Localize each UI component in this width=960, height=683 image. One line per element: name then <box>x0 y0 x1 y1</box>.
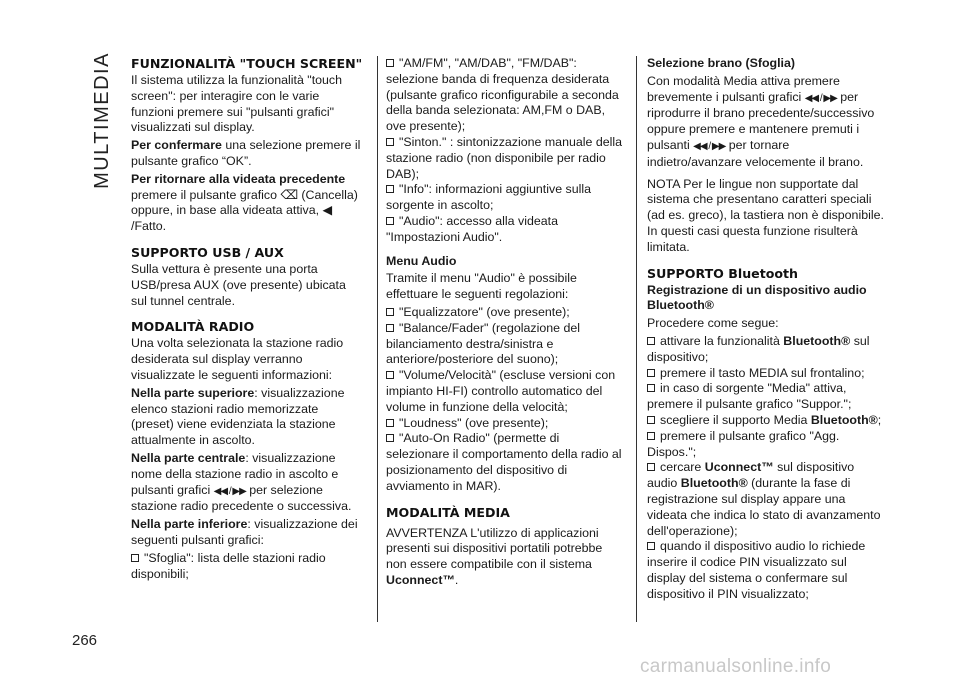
text-media-warning: AVVERTENZA L'utilizzo di applicazioni presenti sui dispositivi portatili potrebbe non essere compatibile con il sistema <box>386 525 603 572</box>
column-2 <box>386 56 622 591</box>
bullet-info-text: "Info": informazioni aggiuntive sulla sorgente in ascolto; <box>386 182 592 213</box>
paragraph-lower <box>131 517 364 549</box>
prev-next-icons: ◀◀ / ▶▶ <box>693 140 726 152</box>
text-b3: in caso di sorgente "Media" attiva, premere il pulsante grafico "Suppor."; <box>647 381 852 412</box>
text-b5: premere il pulsante grafico "Agg. Dispos."; <box>647 428 840 459</box>
label-track-selection: Selezione brano (Sfoglia) <box>647 56 796 70</box>
paragraph-note: NOTA Per le lingue non supportate dal sistema che presentano caratteri speciali (ad es. greco), la tastiera non è disponibile. In questi casi questa funzione risulterà limitata. <box>647 176 884 254</box>
bullet-suppor <box>647 381 887 413</box>
paragraph-radio-mode: Una volta selezionata la stazione radio desiderata sul display verranno visualizzate le seguenti informazioni: <box>131 336 344 382</box>
prev-next-icons: ◀◀ / ▶▶ <box>213 485 246 497</box>
label-upper: Nella parte superiore <box>131 385 255 400</box>
back-arrow-icon: ◀ <box>322 203 333 218</box>
brand-bluetooth: Bluetooth® <box>810 412 878 427</box>
bullet-band-text: "AM/FM", "AM/DAB", "FM/DAB": selezione banda di frequenza desiderata (pulsante grafico riconfigurabile a seconda della banda selezionata: AM,FM o DAB, ove presente); <box>386 56 619 134</box>
checkbox-bullet-icon <box>386 434 394 442</box>
brand-bluetooth: Bluetooth® <box>783 333 851 348</box>
text-sel-2: per riprodurre il brano precedente/successivo oppure premere e mantenere premuti i pulsanti <box>647 89 875 152</box>
heading-radio-mode: MODALITÀ RADIO <box>131 319 255 335</box>
text-b4b: ; <box>877 412 882 427</box>
bullet-sinton-text: "Sinton." : sintonizzazione manuale della stazione radio (non disponibile per radio DAB); <box>386 134 623 181</box>
bullet-bt-activate <box>647 334 887 366</box>
text-b1a: attivare la funzionalità <box>660 333 784 348</box>
watermark: carmanualsonline.info <box>640 656 832 677</box>
bullet-choose-media <box>647 413 887 429</box>
label-lower: Nella parte inferiore <box>131 517 248 532</box>
bullet-audio-text: "Audio": accesso alla videata "Impostazioni Audio". <box>386 213 558 244</box>
bullet-sinton <box>386 135 622 182</box>
paragraph-usb-aux: Sulla vettura è presente una porta USB/presa AUX (ove presente) ubicata sul tunnel centrale. <box>131 261 346 308</box>
bullet-balance <box>386 321 622 368</box>
bullet-search-uconnect <box>647 460 887 539</box>
bullet-auto-on-text: "Auto-On Radio" (permette di selezionare il comportamento della radio al posizionamento del dispositivo di avviamento in MAR). <box>386 431 622 493</box>
bullet-audio <box>386 214 622 246</box>
bullet-pin <box>647 539 887 602</box>
column-1 <box>131 56 364 582</box>
checkbox-bullet-icon <box>647 369 655 377</box>
text-b6a: cercare <box>660 460 705 475</box>
brand-bluetooth: Bluetooth® <box>680 476 748 491</box>
label-bt-registration: Registrazione di un dispositivo audio Bluetooth® <box>647 282 867 313</box>
checkbox-bullet-icon <box>386 371 394 379</box>
bullet-equalizer <box>386 305 622 321</box>
paragraph-back <box>131 188 364 235</box>
bullet-band <box>386 56 622 135</box>
paragraph-touch-screen: Il sistema utilizza la funzionalità "touch screen": per interagire con le varie funzioni premere sui "pulsanti grafici" visualizzati sul display. <box>131 73 343 135</box>
checkbox-bullet-icon <box>647 432 655 440</box>
text-back-2: (Cancella) oppure, in base alla videata attiva, <box>131 187 358 218</box>
brand-uconnect: Uconnect™ <box>386 572 455 587</box>
text-b2: premere il tasto MEDIA sul frontalino; <box>660 365 865 380</box>
column-divider-2 <box>636 56 637 622</box>
text-back-1: premere il pulsante grafico <box>131 187 281 202</box>
bullet-loudness-text: "Loudness" (ove presente); <box>399 415 549 430</box>
paragraph-media-warning <box>386 526 622 589</box>
prev-next-icons: ◀◀ / ▶▶ <box>804 92 837 104</box>
heading-media-mode: MODALITÀ MEDIA <box>386 504 510 520</box>
paragraph-track-selection <box>647 74 887 171</box>
text-lower: : visualizzazione dei seguenti pulsanti grafici: <box>131 517 358 547</box>
bullet-balance-text: "Balance/Fader" (regolazione del bilanciamento destra/sinistra e anteriore/posteriore del suono); <box>386 320 580 367</box>
text-b6b: sul dispositivo audio <box>647 460 855 491</box>
bullet-volume-text: "Volume/Velocità" (escluse versioni con impianto HI-FI) controllo automatico del volume in funzione della velocità; <box>386 368 616 414</box>
paragraph-upper <box>131 386 364 449</box>
section-side-label-text: MULTIMEDIA <box>90 51 113 189</box>
checkbox-bullet-icon <box>386 59 394 67</box>
checkbox-bullet-icon <box>386 324 394 332</box>
paragraph-confirm <box>131 138 364 170</box>
label-confirm: Per confermare <box>131 138 222 153</box>
text-sel-3: per tornare indietro/avanzare velocemente il brano. <box>647 137 864 169</box>
delete-icon: ⌫ <box>280 187 298 202</box>
paragraph-menu-audio: Tramite il menu "Audio" è possibile effettuare le seguenti regolazioni: <box>386 271 577 302</box>
text-center-2: per selezione stazione radio precedente o successiva. <box>131 482 352 514</box>
checkbox-bullet-icon <box>647 384 655 392</box>
checkbox-bullet-icon <box>647 463 655 471</box>
checkbox-bullet-icon <box>131 554 139 562</box>
bullet-info <box>386 182 622 214</box>
paragraph-proceed: Procedere come segue: <box>647 316 779 331</box>
label-menu-audio: Menu Audio <box>386 253 457 268</box>
checkbox-bullet-icon <box>647 337 655 345</box>
bullet-media-key <box>647 366 887 382</box>
checkbox-bullet-icon <box>386 419 394 427</box>
checkbox-bullet-icon <box>647 416 655 424</box>
label-back: Per ritornare alla videata precedente <box>131 171 346 186</box>
brand-uconnect: Uconnect™ <box>704 460 774 475</box>
text-b6c: (durante la fase di registrazione sul display appare una videata che indica lo stato di avanzamento dell'operazione); <box>647 476 881 538</box>
text-upper: : visualizzazione elenco stazioni radio memorizzate (preset) viene evidenziata la stazione attualmente in ascolto. <box>131 385 345 448</box>
bullet-volume <box>386 368 622 415</box>
bullet-loudness <box>386 416 622 432</box>
text-sel-1: Con modalità Media attiva premere brevemente i pulsanti grafici <box>647 73 840 104</box>
heading-usb-aux: SUPPORTO USB / AUX <box>131 244 284 260</box>
bullet-sfoglia <box>131 551 364 583</box>
bullet-equalizer-text: "Equalizzatore" (ove presente); <box>399 304 570 319</box>
checkbox-bullet-icon <box>647 542 655 550</box>
text-b4a: scegliere il supporto Media <box>660 412 811 427</box>
checkbox-bullet-icon <box>386 308 394 316</box>
bullet-sfoglia-text: "Sfoglia": lista delle stazioni radio disponibili; <box>131 550 326 581</box>
heading-bluetooth: SUPPORTO Bluetooth <box>647 265 799 281</box>
text-b1b: sul dispositivo; <box>647 333 870 364</box>
bullet-auto-on <box>386 431 622 494</box>
text-b7: quando il dispositivo audio lo richiede inserire il codice PIN visualizzato sul display del sistema o confermare sul dispositivo il PIN visualizzato; <box>647 539 866 601</box>
text-media-end: . <box>454 572 459 587</box>
section-side-label <box>82 52 122 188</box>
checkbox-bullet-icon <box>386 217 394 225</box>
heading-touch-screen: FUNZIONALITÀ "TOUCH SCREEN" <box>131 56 363 71</box>
text-back-3: /Fatto. <box>131 219 167 234</box>
text-center-1: : visualizzazione nome della stazione radio in ascolto e pulsanti grafici <box>131 450 339 497</box>
label-center: Nella parte centrale <box>131 450 246 465</box>
column-3 <box>647 56 887 603</box>
bullet-add-device <box>647 429 887 461</box>
checkbox-bullet-icon <box>386 138 394 146</box>
page-number: 266 <box>72 632 98 649</box>
checkbox-bullet-icon <box>386 185 394 193</box>
text-confirm: una selezione premere il pulsante grafico “OK”. <box>131 138 361 168</box>
column-divider-1 <box>377 56 378 622</box>
paragraph-center <box>131 451 364 515</box>
